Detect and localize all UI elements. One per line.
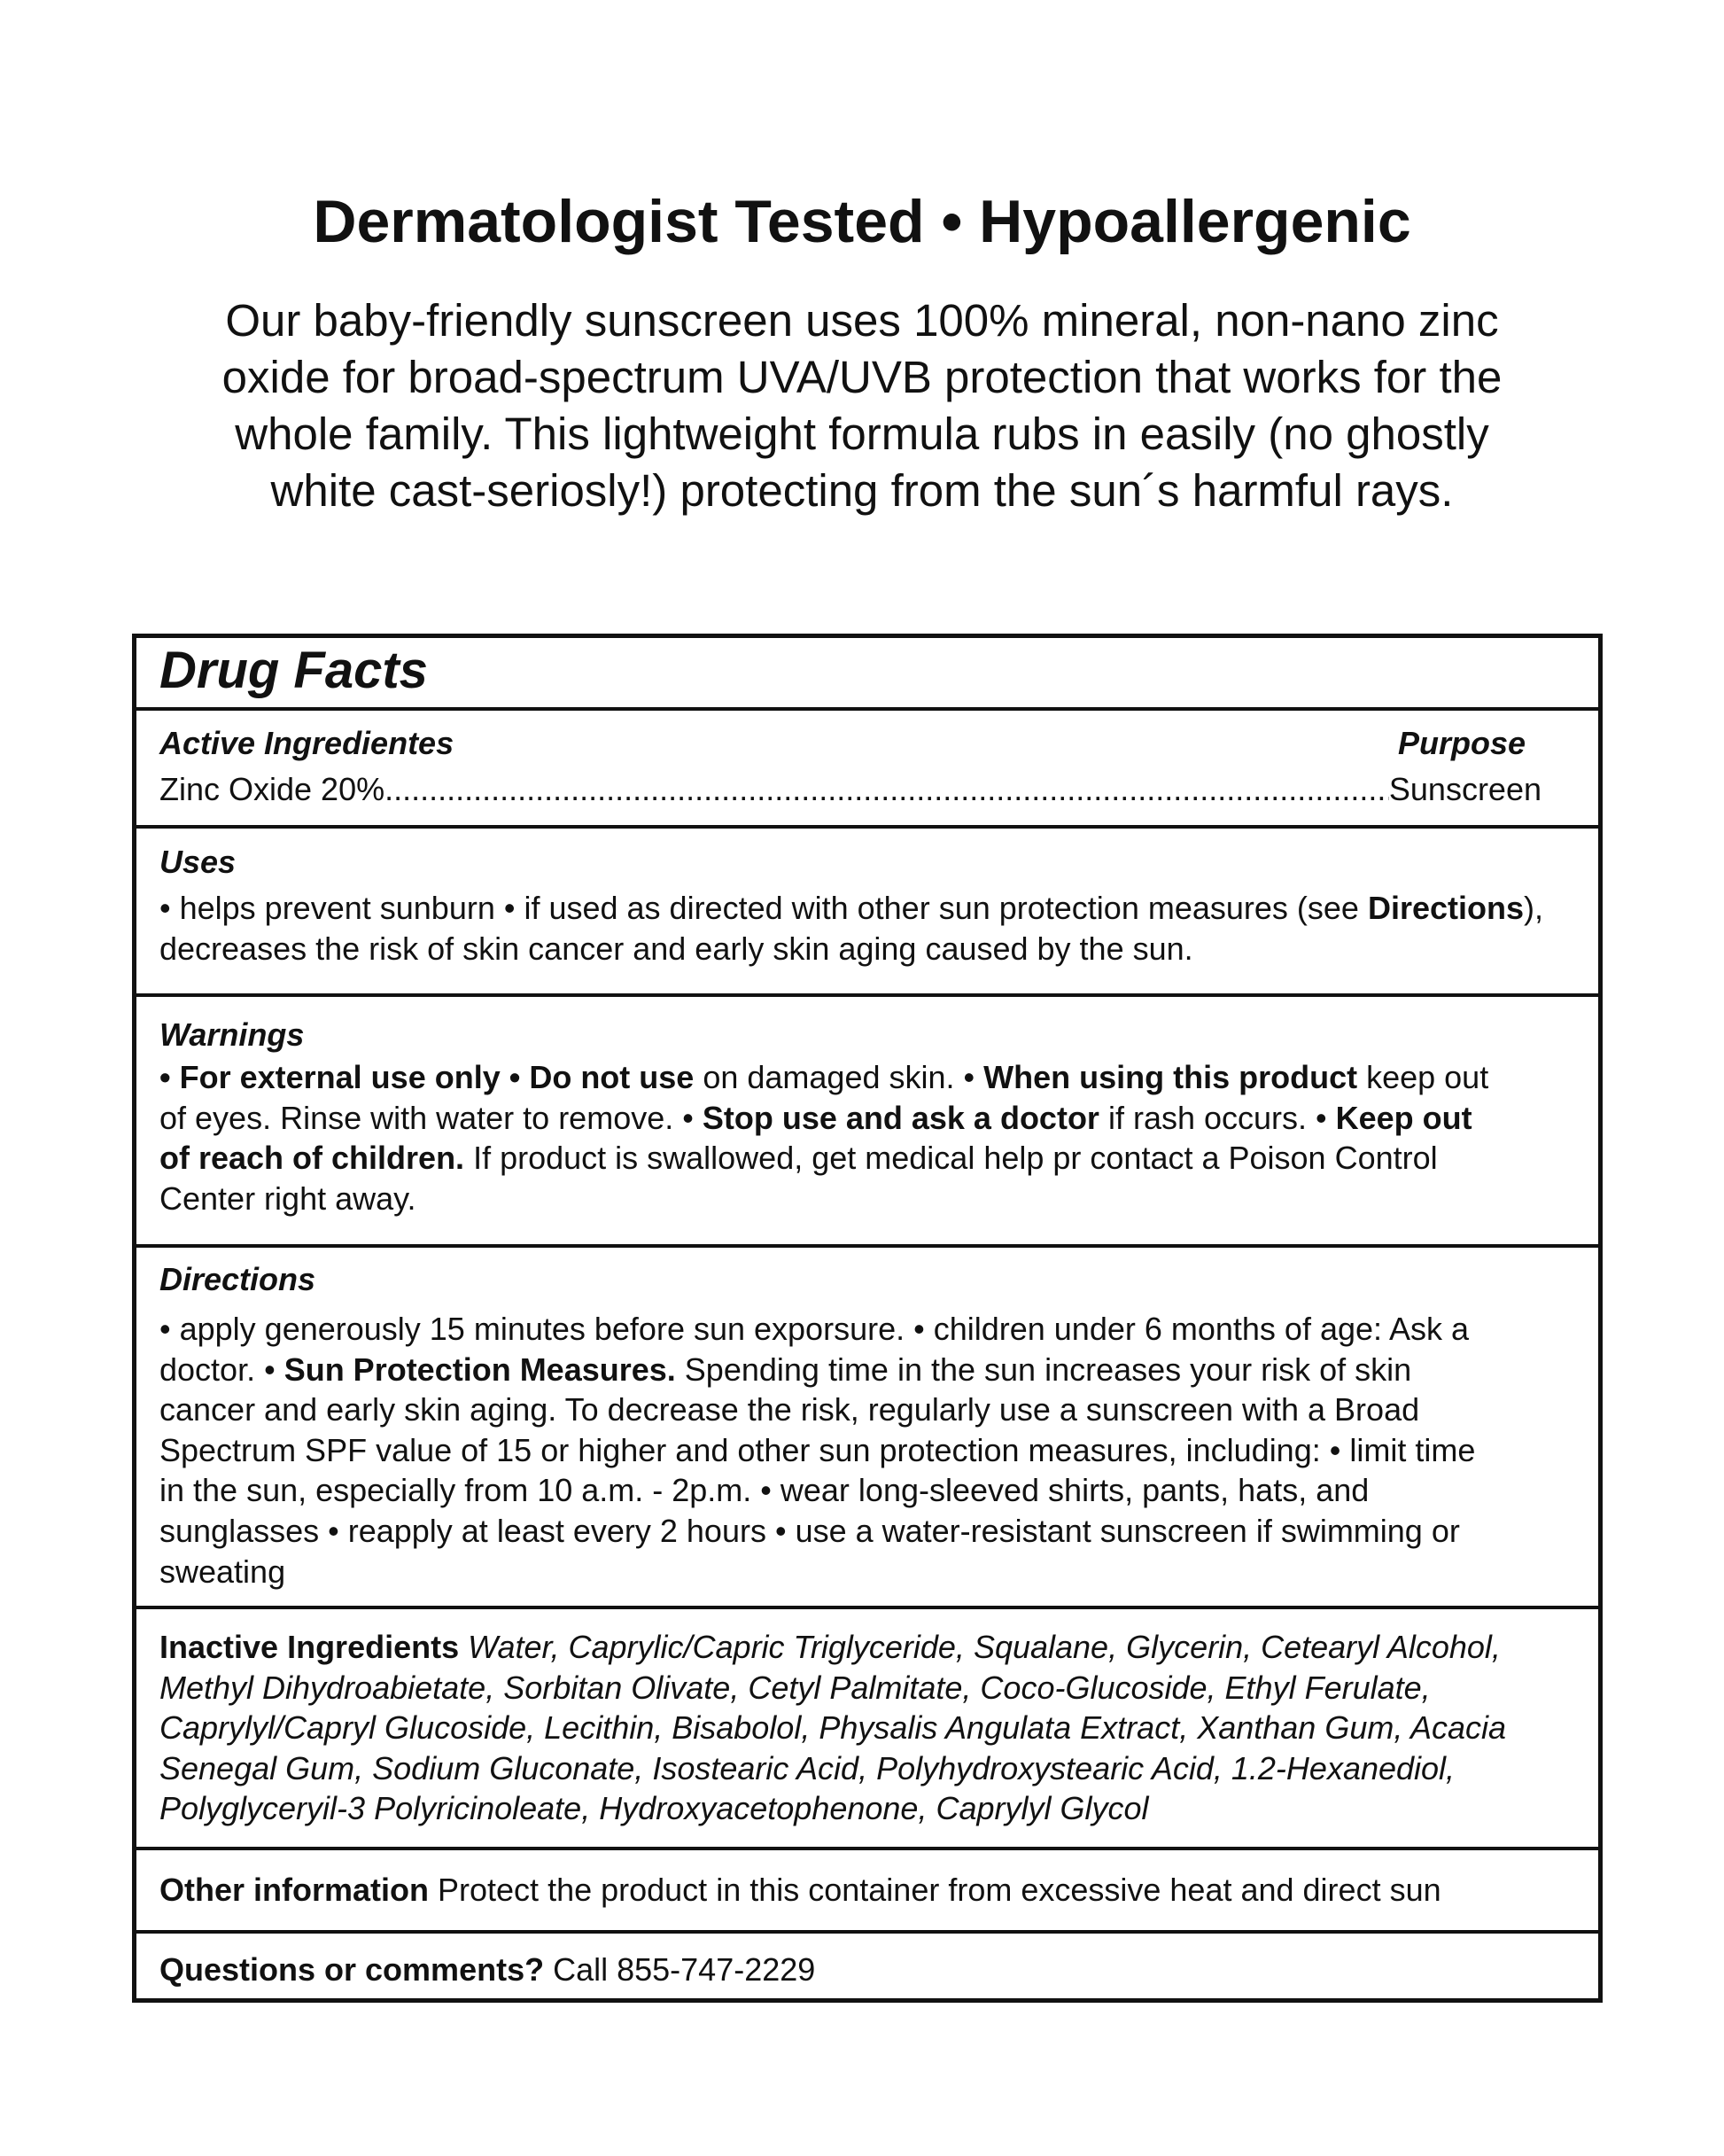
inactive-ingredients-text	[159, 1627, 1580, 1829]
directions-line: • apply generously 15 minutes before sun exporsure. • children under 6 months of age: Ask a	[159, 1311, 1470, 1347]
directions-section	[136, 1244, 1598, 1606]
warning-text-part: keep out	[1357, 1059, 1489, 1095]
directions-text-part: doctor. •	[159, 1350, 284, 1388]
directions-line: sunglasses • reapply at least every 2 hours • use a water-resistant sunscreen if swimming or	[159, 1512, 1460, 1549]
warning-text-part: of eyes. Rinse with water to remove. •	[159, 1099, 703, 1136]
directions-heading: Directions	[159, 1261, 316, 1297]
inactive-ingredients-line: Water, Caprylic/Capric Triglyceride, Squalane, Glycerin, Cetearyl Alcohol,	[468, 1629, 1501, 1665]
inactive-ingredients-section	[136, 1606, 1598, 1847]
uses-section	[136, 825, 1598, 993]
questions-phone: Call 855-747-2229	[553, 1951, 816, 1988]
directions-line: cancer and early skin aging. To decrease the risk, regularly use a sunscreen with a Broad	[159, 1391, 1420, 1428]
active-ingredient-name: Zinc Oxide 20%	[159, 770, 385, 807]
intro-line: white cast-seriosly!) protecting from the sun´s harmful rays.	[270, 465, 1454, 516]
directions-line: in the sun, especially from 10 a.m. - 2p.m. • wear long-sleeved shirts, pants, hats, and	[159, 1472, 1370, 1509]
warnings-heading: Warnings	[159, 1016, 305, 1053]
other-information-section	[136, 1847, 1598, 1930]
active-ingredients-header-row	[159, 723, 1580, 764]
warning-bold: Keep out	[1335, 1099, 1472, 1136]
intro-line: Our baby-friendly sunscreen uses 100% mineral, non-nano zinc	[225, 295, 1499, 346]
intro-line: oxide for broad-spectrum UVA/UVB protection that works for the	[221, 352, 1503, 402]
uses-directions-ref: Directions	[1367, 890, 1524, 926]
questions-text	[159, 1950, 1580, 1990]
warning-bold: When using this product	[983, 1059, 1358, 1095]
inactive-ingredients-line: Methyl Dihydroabietate, Sorbitan Olivate, Cetyl Palmitate, Coco-Glucoside, Ethyl Ferulate,	[159, 1669, 1431, 1706]
uses-text	[159, 888, 1580, 969]
active-ingredients-heading: Active Ingredientes	[159, 725, 454, 761]
purpose-heading: Purpose	[1397, 725, 1526, 761]
active-ingredient-row	[159, 769, 1580, 810]
inactive-ingredients-line: Senegal Gum, Sodium Gluconate, Isostearic Acid, Polyhydroxystearic Acid, 1.2-Hexanediol,	[159, 1749, 1456, 1786]
warning-text-part: if rash occurs. •	[1099, 1099, 1336, 1136]
sun-protection-measures-bold: Sun Protection Measures.	[283, 1350, 676, 1388]
inactive-ingredients-line: Caprylyl/Capryl Glucoside, Lecithin, Bisabolol, Physalis Angulata Extract, Xanthan Gum, Acacia	[159, 1709, 1507, 1747]
drug-facts-title: Drug Facts	[159, 642, 428, 699]
warnings-text	[159, 1057, 1580, 1218]
uses-heading: Uses	[159, 844, 237, 880]
drug-facts-header	[136, 638, 1598, 707]
warning-text-line: Center right away.	[159, 1179, 416, 1217]
warning-bold: • For external use only • Do not use	[159, 1059, 695, 1095]
directions-line: Spectrum SPF value of 15 or higher and other sun protection measures, including: • limit time	[159, 1431, 1476, 1468]
warning-bold: of reach of children.	[159, 1140, 465, 1177]
headline: Dermatologist Tested • Hypoallergenic	[313, 188, 1411, 255]
warnings-section	[136, 993, 1598, 1244]
directions-text-part: Spending time in the sun increases your risk of skin	[675, 1350, 1412, 1388]
intro-line: whole family. This lightweight formula rubs in easily (no ghostly	[235, 409, 1489, 459]
other-information-text	[159, 1870, 1580, 1911]
warning-bold: Stop use and ask a doctor	[702, 1099, 1099, 1136]
warning-text-part: If product is swallowed, get medical help pr contact a Poison Control	[464, 1140, 1438, 1177]
drug-facts-panel	[132, 634, 1603, 2003]
inactive-ingredients-line: Polyglyceryil-3 Polyricinoleate, Hydroxyacetophenone, Caprylyl Glycol	[159, 1790, 1149, 1827]
active-ingredient-purpose: Sunscreen	[1388, 770, 1542, 807]
questions-section	[136, 1930, 1598, 2003]
uses-text-part: ),	[1524, 890, 1543, 926]
warning-text-part: on damaged skin. •	[694, 1059, 984, 1095]
uses-text-part: • helps prevent sunburn • if used as directed with other sun protection measures (see	[159, 890, 1368, 926]
active-ingredients-section	[136, 707, 1598, 825]
other-information-body: Protect the product in this container from excessive heat and direct sun	[438, 1872, 1441, 1908]
dot-leader	[384, 769, 1389, 810]
directions-text	[159, 1309, 1580, 1592]
intro-paragraph	[133, 292, 1591, 519]
inactive-ingredients-heading: Inactive Ingredients	[159, 1629, 460, 1665]
questions-heading: Questions or comments?	[159, 1951, 545, 1988]
other-information-heading: Other information	[159, 1872, 429, 1908]
directions-line: sweating	[159, 1553, 286, 1590]
uses-text-line: decreases the risk of skin cancer and early skin aging caused by the sun.	[159, 930, 1193, 967]
